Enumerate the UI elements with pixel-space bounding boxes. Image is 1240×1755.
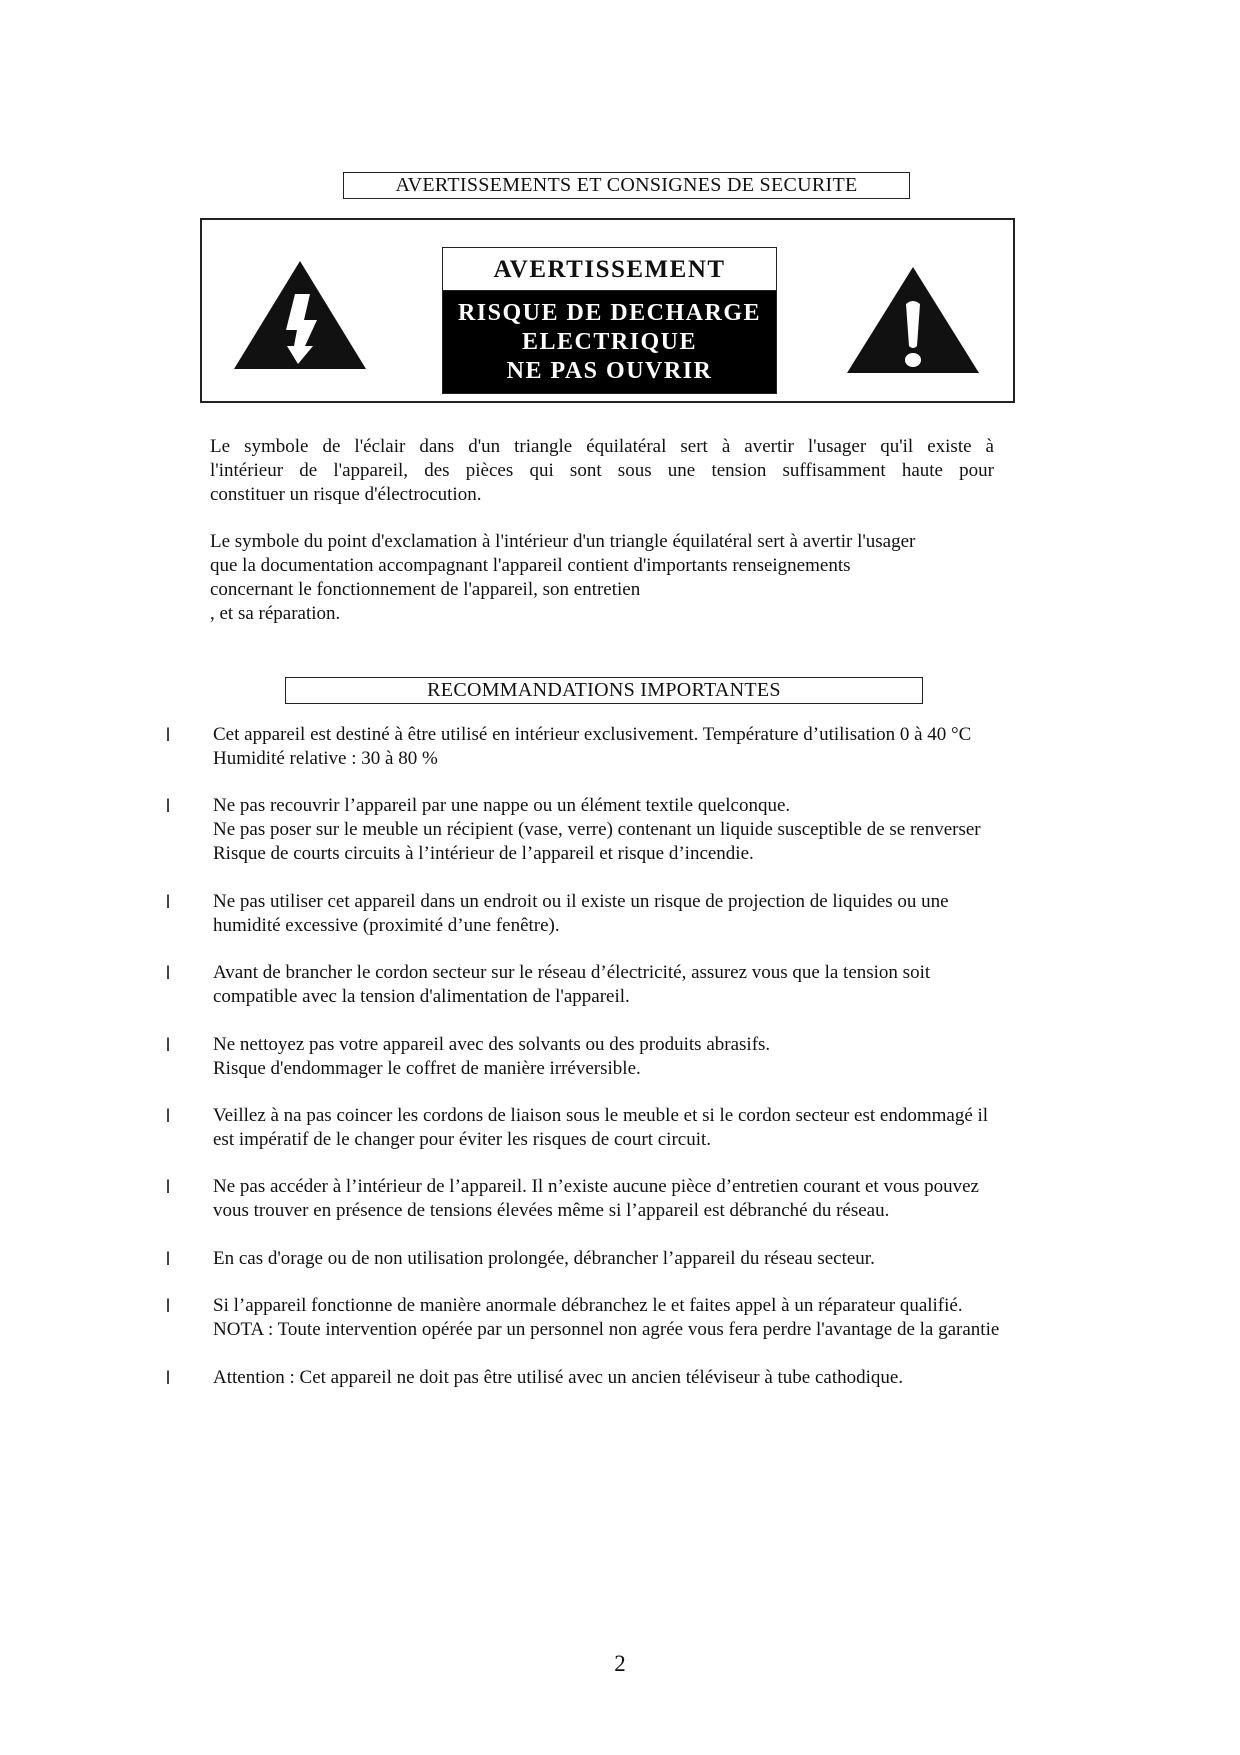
bullet-icon: l	[166, 796, 170, 816]
list-item-text	[213, 1104, 988, 1152]
list-item-line: est impératif de le changer pour éviter les risques de court circuit.	[213, 1129, 712, 1150]
warning-line: ELECTRIQUE	[521, 329, 698, 355]
bullet-icon: l	[166, 725, 170, 745]
bullet-icon: l	[166, 1368, 170, 1388]
list-item-text	[213, 1294, 999, 1342]
list-item-line: Ne nettoyez pas votre appareil avec des solvants ou des produits abrasifs.	[213, 1034, 771, 1055]
list-item-line: Si l’appareil fonctionne de manière anormale débranchez le et faites appel à un réparateur qualifié.	[213, 1295, 963, 1316]
list-item-line: Attention : Cet appareil ne doit pas être utilisé avec un ancien téléviseur à tube cathodique.	[213, 1367, 904, 1388]
list-item-text	[213, 723, 971, 771]
section-title-recommendations: RECOMMANDATIONS IMPORTANTES	[285, 677, 923, 704]
list-item-line: compatible avec la tension d'alimentation de l'appareil.	[213, 986, 630, 1007]
page-number: 2	[614, 1651, 626, 1676]
list-item-line: Avant de brancher le cordon secteur sur le réseau d’électricité, assurez vous que la tension soit	[213, 962, 931, 983]
list-item-line: NOTA : Toute intervention opérée par un personnel non agrée vous fera perdre l'avantage de la garantie	[213, 1319, 1000, 1340]
paragraph-line: concernant le fonctionnement de l'appareil, son entretien	[210, 579, 641, 600]
list-item-text	[213, 1366, 903, 1390]
warning-heading: AVERTISSEMENT	[443, 248, 776, 291]
section-title-safety: AVERTISSEMENTS ET CONSIGNES DE SECURITE	[343, 172, 910, 199]
list-item-line: Ne pas utiliser cet appareil dans un endroit ou il existe un risque de projection de liquides ou une	[213, 891, 949, 912]
lightning-bolt-triangle-icon	[231, 258, 369, 372]
paragraph-exclamation-symbol	[210, 530, 994, 626]
list-item-text	[213, 961, 930, 1009]
warning-line: NE PAS OUVRIR	[506, 358, 713, 384]
list-item-line: Ne pas accéder à l’intérieur de l’appareil. Il n’existe aucune pièce d’entretien courant et vous pouvez	[213, 1176, 979, 1197]
warning-frame	[200, 218, 1015, 403]
list-item-line: Ne pas recouvrir l’appareil par une nappe ou un élément textile quelconque.	[213, 795, 791, 816]
list-item-line: Risque de courts circuits à l’intérieur de l’appareil et risque d’incendie.	[213, 843, 754, 864]
list-item-line: Cet appareil est destiné à être utilisé en intérieur exclusivement. Température d’utilisation 0 à 40 °C	[213, 724, 972, 745]
bullet-icon: l	[166, 1249, 170, 1269]
paragraph-line: Le symbole du point d'exclamation à l'intérieur d'un triangle équilatéral sert à avertir l'usager	[210, 531, 916, 552]
bullet-icon: l	[166, 892, 170, 912]
list-item-text	[213, 1247, 875, 1271]
exclamation-triangle-icon	[844, 264, 982, 376]
bullet-icon: l	[166, 1177, 170, 1197]
list-item-text	[213, 890, 949, 938]
list-item-line: Risque d'endommager le coffret de manière irréversible.	[213, 1058, 641, 1079]
list-item-line: En cas d'orage ou de non utilisation prolongée, débrancher l’appareil du réseau secteur.	[213, 1248, 875, 1269]
list-item-text	[213, 1033, 770, 1081]
paragraph-line: Le symbole de l'éclair dans d'un triangle équilatéral sert à avertir l'usager qu'il existe à	[210, 436, 994, 457]
list-item-line: Ne pas poser sur le meuble un récipient (vase, verre) contenant un liquide susceptible de se renverser	[213, 819, 981, 840]
list-item-text	[213, 794, 981, 866]
bullet-icon: l	[166, 1035, 170, 1055]
warning-body	[443, 291, 776, 393]
paragraph-line: , et sa réparation.	[210, 603, 341, 624]
warning-line: RISQUE DE DECHARGE	[457, 300, 762, 326]
list-item-line: Humidité relative : 30 à 80 %	[213, 748, 438, 769]
bullet-icon: l	[166, 963, 170, 983]
paragraph-line: que la documentation accompagnant l'appareil contient d'importants renseignements	[210, 555, 851, 576]
paragraph-bolt-symbol	[210, 435, 994, 507]
paragraph-line: l'intérieur de l'appareil, des pièces qui sont sous une tension suffisamment haute pour	[210, 460, 994, 481]
paragraph-line: constituer un risque d'électrocution.	[210, 484, 482, 505]
list-item-text	[213, 1175, 979, 1223]
list-item-line: Veillez à na pas coincer les cordons de liaison sous le meuble et si le cordon secteur est endommagé il	[213, 1105, 989, 1126]
warning-label	[442, 247, 777, 394]
bullet-icon: l	[166, 1106, 170, 1126]
bullet-icon: l	[166, 1296, 170, 1316]
list-item-line: vous trouver en présence de tensions élevées même si l’appareil est débranché du réseau.	[213, 1200, 890, 1221]
list-item-line: humidité excessive (proximité d’une fenêtre).	[213, 915, 560, 936]
